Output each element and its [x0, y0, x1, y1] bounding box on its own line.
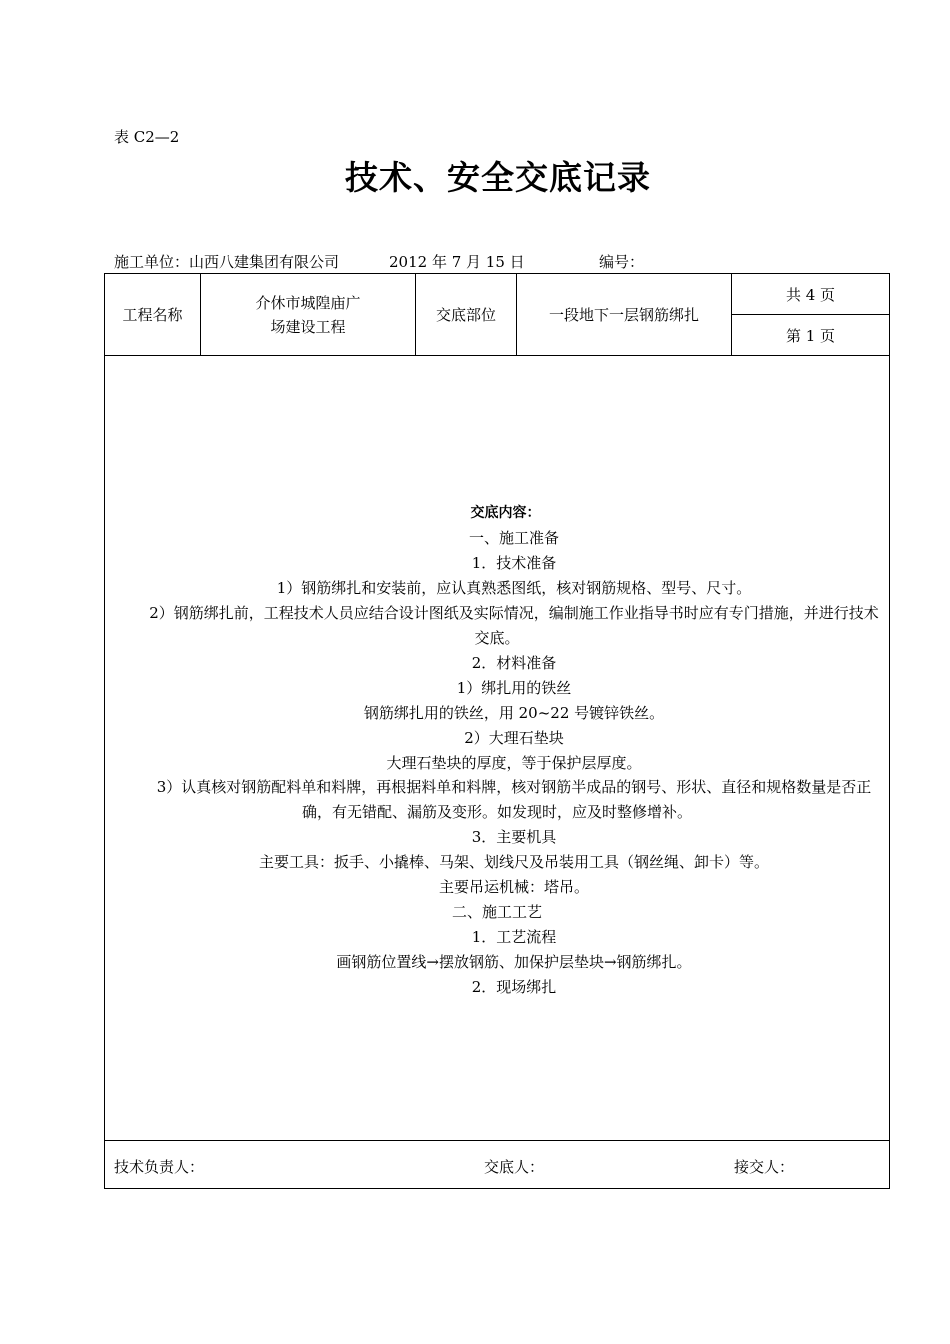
- content-line: 1．技术准备: [471, 554, 557, 573]
- content-line: 2）钢筋绑扎前，工程技术人员应结合设计图纸及实际情况，编制施工作业指导书时应有专门措施，并进行技术交底。: [149, 604, 879, 647]
- content-line: 2．现场绑扎: [471, 977, 557, 996]
- content-line: 钢筋绑扎用的铁丝，用 20~22 号镀锌铁丝。: [363, 703, 665, 722]
- current-page: 第 1 页: [732, 315, 890, 356]
- content-line: 主要工具：扳手、小撬棒、马架、划线尺及吊装用工具（钢丝绳、卸卡）等。: [258, 853, 769, 872]
- project-name-label: 工程名称: [105, 274, 201, 356]
- record-table: [104, 273, 890, 1189]
- content-line: 3．主要机具: [471, 828, 557, 847]
- form-code: 表 C2—2: [114, 128, 180, 146]
- content-line: 一、施工准备: [468, 529, 559, 548]
- project-name-value: [201, 274, 416, 356]
- project-name-line2: 场建设工程: [270, 317, 346, 336]
- construction-unit: 施工单位：山西八建集团有限公司: [114, 253, 340, 271]
- content-line: 1．工艺流程: [471, 927, 557, 946]
- content-cell: [105, 356, 890, 1141]
- document-title: 技术、安全交底记录: [345, 158, 651, 197]
- receiver-signature: 接交人：: [734, 1158, 795, 1176]
- signature-row: [105, 1141, 890, 1189]
- location-label: 交底部位: [416, 274, 517, 356]
- content-line: 3）认真核对钢筋配料单和料牌，再根据料单和料牌，核对钢筋半成品的钢号、形状、直径和规格数量是否正确，有无错配、漏筋及变形。如发现时，应及时整修增补。: [156, 778, 872, 822]
- content-line: 2）大理石垫块: [464, 728, 564, 747]
- content-line: 2．材料准备: [471, 653, 557, 672]
- content-line: 画钢筋位置线→摆放钢筋、加保护层垫块→钢筋绑扎。: [336, 952, 692, 971]
- tech-lead-signature: 技术负责人：: [114, 1158, 205, 1176]
- content-body: [105, 496, 889, 999]
- content-label: 交底内容：: [470, 505, 541, 522]
- location-value: 一段地下一层钢筋绑扎: [517, 274, 732, 356]
- presenter-signature: 交底人：: [484, 1158, 545, 1176]
- content-line: 二、施工工艺: [451, 902, 542, 921]
- project-name-line1: 介休市城隍庙广: [255, 293, 361, 312]
- content-line: 1）绑扎用的铁丝: [456, 678, 572, 697]
- total-pages: 共 4 页: [732, 274, 890, 315]
- content-line: 主要吊运机械：塔吊。: [438, 878, 589, 897]
- content-line: 1）钢筋绑扎和安装前，应认真熟悉图纸，核对钢筋规格、型号、尺寸。: [276, 579, 752, 598]
- record-date: 2012 年 7 月 15 日: [389, 253, 525, 271]
- content-line: 大理石垫块的厚度，等于保护层厚度。: [386, 753, 642, 772]
- record-number-label: 编号：: [599, 253, 645, 271]
